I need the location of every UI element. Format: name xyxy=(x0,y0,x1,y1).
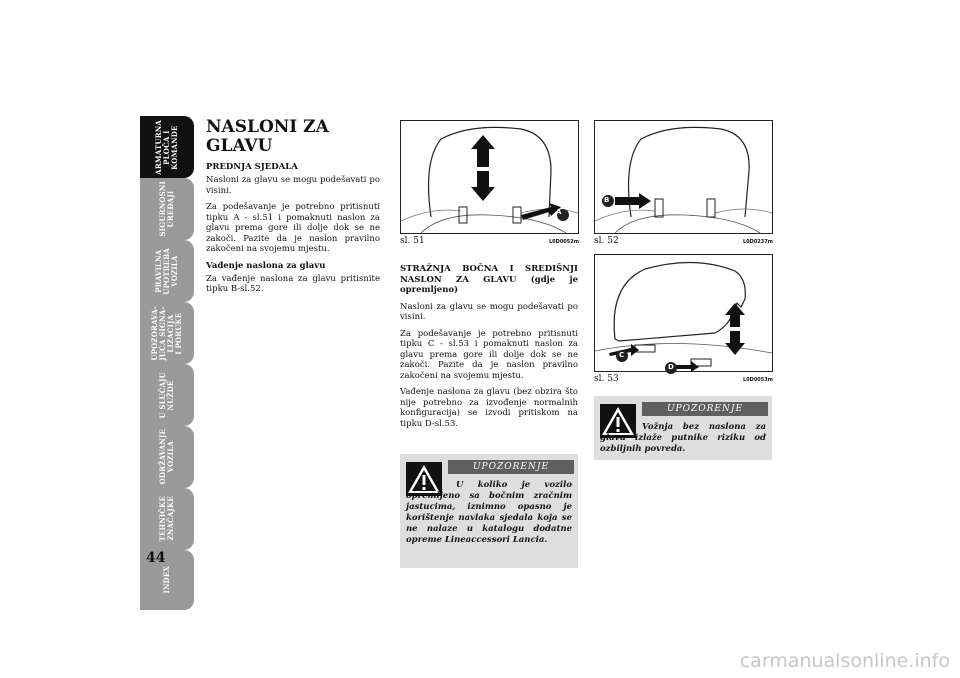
tab-u-slucaju-nuzde[interactable]: U SLUČAJU NUŽDE xyxy=(140,364,194,426)
callout-b: B xyxy=(604,196,610,204)
section-heading: STRAŽNJA BOČNA I SREDIŠNJI NASLON ZA GLAVU (gdje je opremljeno) xyxy=(400,264,578,295)
tab-sigurnosni-uredaji[interactable]: SIGURNOSNI UREĐAJI xyxy=(140,178,194,240)
watermark: carmanualsonline.info xyxy=(739,650,950,672)
tab-armaturna-ploca[interactable]: ARMATURNA PLOČA I KOMANDE xyxy=(140,116,194,178)
warning-title: UPOZORENJE xyxy=(448,460,574,474)
tab-pravilna-upotreba[interactable]: PRAVILNA UPOTREBA VOZILA xyxy=(140,240,194,302)
warning-box-headrest xyxy=(594,396,772,460)
paragraph: Za podešavanje je potrebno pritisnuti tipku C - sl.53 i pomaknuti naslon za glavu prema gore ili dolje dok se ne zakoči. Pazite da je naslon pravilno zakočeni na svojemu mjestu. xyxy=(400,328,578,381)
tab-odrzavanje-vozila[interactable]: ODRŽAVANJE VOZILA xyxy=(140,426,194,488)
text-column-1 xyxy=(206,118,380,301)
figure-caption: sl. 52 xyxy=(594,236,619,246)
callout-d: D xyxy=(668,363,674,371)
tab-tehnicke-znacajke[interactable]: TEHNIČKE ZNAČAJKE xyxy=(140,488,194,550)
text-column-2 xyxy=(400,264,578,435)
warning-text: Vožnja bez naslona za glavu izlaže putnike riziku od ozbiljnih povreda. xyxy=(600,422,766,454)
callout-a: A xyxy=(556,208,562,216)
paragraph: Nasloni za glavu se mogu podešavati po visini. xyxy=(206,175,380,196)
callout-c: C xyxy=(619,351,625,359)
tab-index[interactable]: INDEX xyxy=(140,550,194,610)
warning-text: U koliko je vozilo opremljeno sa bočnim zračnim jastucima, iznimno opasno je korištenje navlaka sjedala koja se ne nalaze u katalogu dodatne opreme Lineaccessori Lancia. xyxy=(406,480,572,545)
figure-code: L0D0053m xyxy=(743,377,773,383)
figure-caption: sl. 51 xyxy=(400,236,425,246)
figure-51 xyxy=(400,120,579,234)
paragraph: Nasloni za glavu se mogu podešavati po visini. xyxy=(400,301,578,322)
figure-52 xyxy=(594,120,773,234)
warning-box-airbag xyxy=(400,454,578,568)
tab-upozoravajuca-signalizacija[interactable]: UPOZORAVA- JUĆA SIGNA- LIZACIJA I PORUKE xyxy=(140,302,194,364)
sub-heading: Vađenje naslona za glavu xyxy=(206,260,326,271)
warning-title: UPOZORENJE xyxy=(642,402,768,416)
paragraph: Za vađenje naslona za glavu pritisnite tipku B-sl.52. xyxy=(206,273,380,294)
figure-code: L0D0052m xyxy=(549,239,579,245)
figure-caption: sl. 53 xyxy=(594,374,619,384)
paragraph: Za podešavanje je potrebno pritisnuti tipku A - sl.51 i pomaknuti naslon za glavu prema gore ili dolje dok se ne zakoči. Pazite da je naslon pravilno zakočeni na svojemu mjestu. xyxy=(206,202,380,254)
paragraph: Vađenje naslona za glavu (bez obzira što nije potrebno za izvođenje normalnih konfiguracija) se izvodi pritiskom na tipku D-sl.53. xyxy=(400,387,578,429)
figure-code: L0D0237m xyxy=(743,239,773,245)
page-title: NASLONI ZA GLAVU xyxy=(206,117,329,156)
section-heading: PREDNJA SJEDALA xyxy=(206,162,298,172)
page-number: 44 xyxy=(146,550,166,566)
